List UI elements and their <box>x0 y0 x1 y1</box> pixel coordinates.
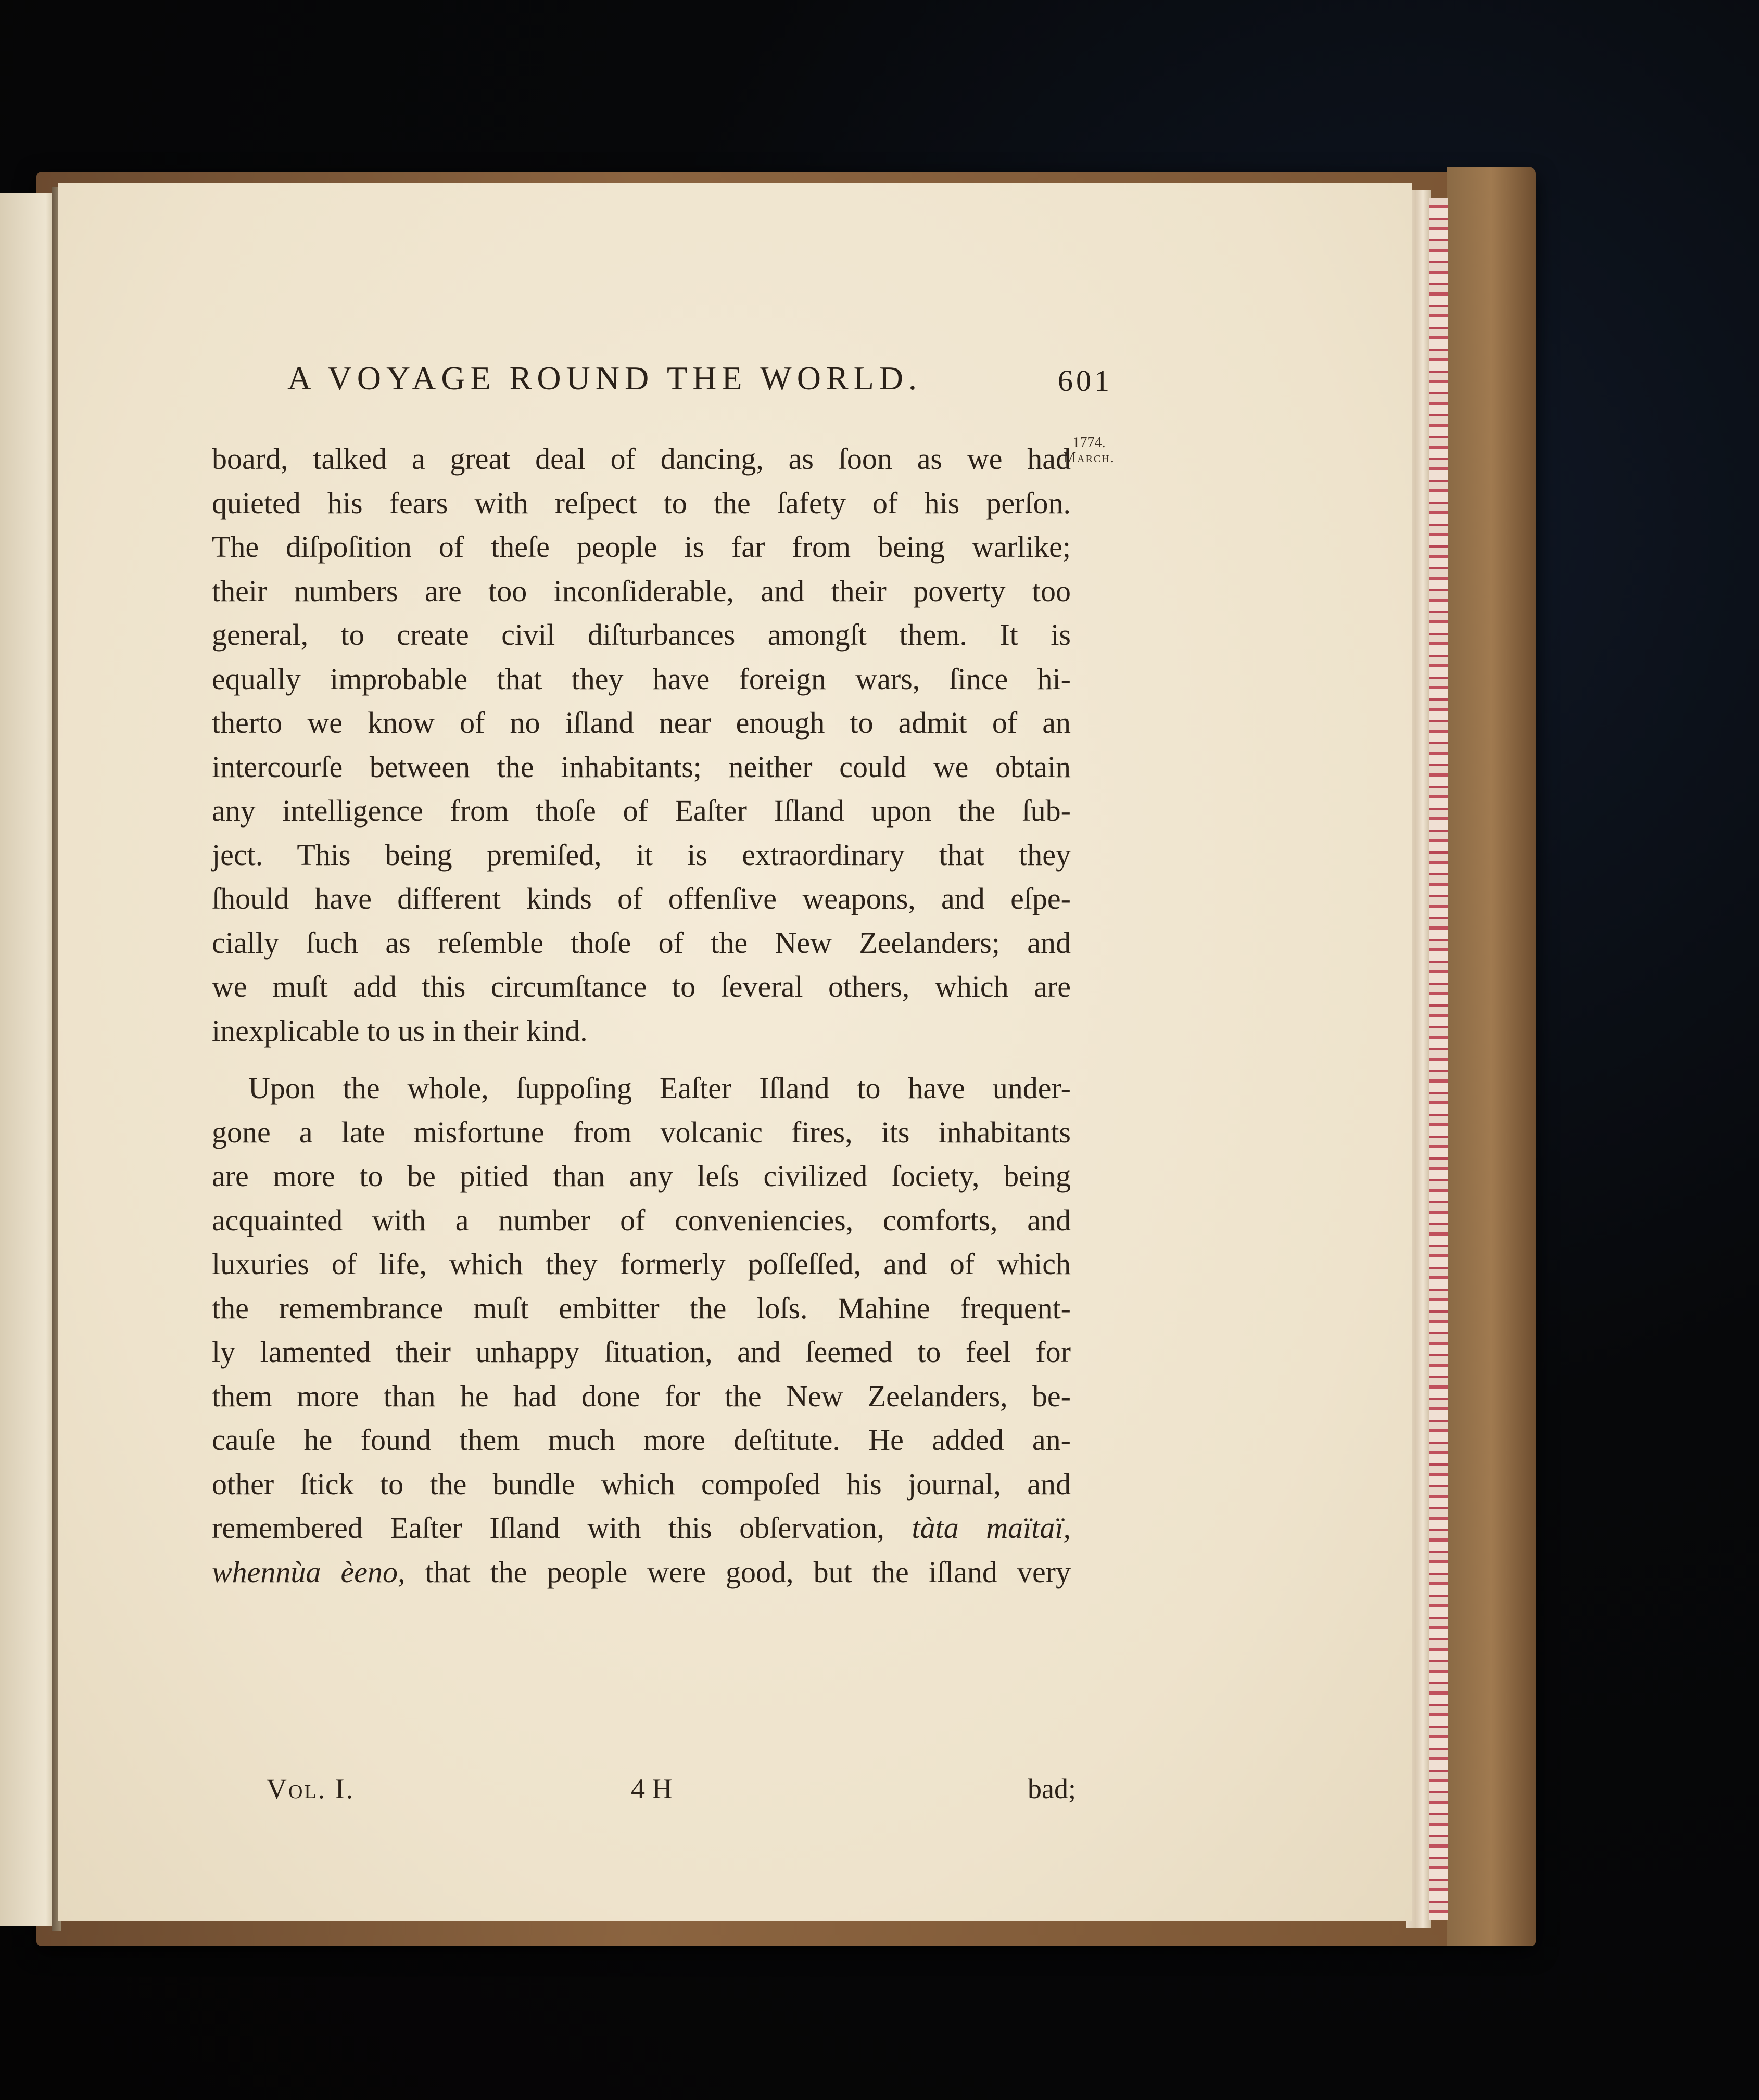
text-line: acquainted with a number of conveniencies, comforts, and <box>212 1203 1071 1237</box>
text-line: the remembrance muſt embitter the loſs. Mahine frequent- <box>212 1291 1071 1325</box>
running-title: A VOYAGE ROUND THE WORLD. <box>287 360 922 397</box>
text-segment: that the people were good, but the iſland very <box>425 1555 1071 1589</box>
book-page <box>58 183 1412 1921</box>
text-line: gone a late misfortune from volcanic fires, its inhabitants <box>212 1115 1071 1149</box>
text-line: are more to be pitied than any leſs civilized ſociety, being <box>212 1159 1071 1193</box>
text-line: Upon the whole, ſuppoſing Eaſter Iſland to have under- <box>248 1071 1071 1105</box>
margin-note-year: 1774. <box>1072 435 1106 451</box>
body-text <box>212 437 1071 1594</box>
text-line: equally improbable that they have foreign wars, ſince hi- <box>212 661 1071 696</box>
page-number: 601 <box>1058 364 1112 398</box>
text-line: any intelligence from thoſe of Eaſter Iſland upon the ſub- <box>212 794 1071 828</box>
page-header <box>287 359 1047 406</box>
text-line: we muſt add this circumſtance to ſeveral others, which are <box>212 970 1071 1003</box>
text-line-with-italic <box>212 1550 1071 1595</box>
page-footer <box>267 1773 1076 1814</box>
volume-mark: Vol. I. <box>267 1773 355 1804</box>
text-line: therto we know of no iſland near enough to admit of an <box>212 706 1071 740</box>
text-segment: remembered Eaſter Iſland with this obſervation, <box>212 1511 884 1545</box>
text-line: inexplicable to us in their kind. <box>212 1013 588 1048</box>
text-line: intercourſe between the inhabitants; neither could we obtain <box>212 749 1071 784</box>
text-line: cauſe he found them much more deſtitute. He added an- <box>212 1423 1071 1457</box>
text-line: cially ſuch as reſemble thoſe of the New Zeelanders; and <box>212 925 1071 960</box>
text-line-with-italic <box>212 1506 1071 1550</box>
catchword: bad; <box>1028 1773 1076 1804</box>
margin-note-month: March. <box>1063 450 1115 466</box>
text-line: ly lamented their unhappy ſituation, and ſeemed to feel for <box>212 1335 1071 1369</box>
text-line: board, talked a great deal of dancing, as ſoon as we had <box>212 442 1071 476</box>
text-line: their numbers are too inconſiderable, and their poverty too <box>212 574 1071 608</box>
italic-phrase: whennùa èeno, <box>212 1555 406 1589</box>
text-line: general, to create civil diſturbances amongſt them. It is <box>212 618 1071 652</box>
sprinkled-fore-edge <box>1429 198 1448 1920</box>
text-line: The diſpoſition of theſe people is far from being warlike; <box>212 530 1071 564</box>
text-line: luxuries of life, which they formerly poſſeſſed, and of which <box>212 1247 1071 1281</box>
text-line: other ſtick to the bundle which compoſed his journal, and <box>212 1467 1071 1501</box>
text-line: ject. This being premiſed, it is extraordinary that they <box>212 837 1071 872</box>
book-cover-edge <box>1447 167 1536 1946</box>
text-line: them more than he had done for the New Zeelanders, be- <box>212 1379 1071 1413</box>
text-line: quieted his fears with reſpect to the ſafety of his perſon. <box>212 486 1071 520</box>
italic-phrase: tàta maïtaï, <box>912 1511 1071 1545</box>
signature-mark: 4 H <box>631 1773 673 1804</box>
facing-page-edge <box>0 193 57 1926</box>
text-line: ſhould have different kinds of offenſive weapons, and eſpe- <box>212 882 1071 915</box>
